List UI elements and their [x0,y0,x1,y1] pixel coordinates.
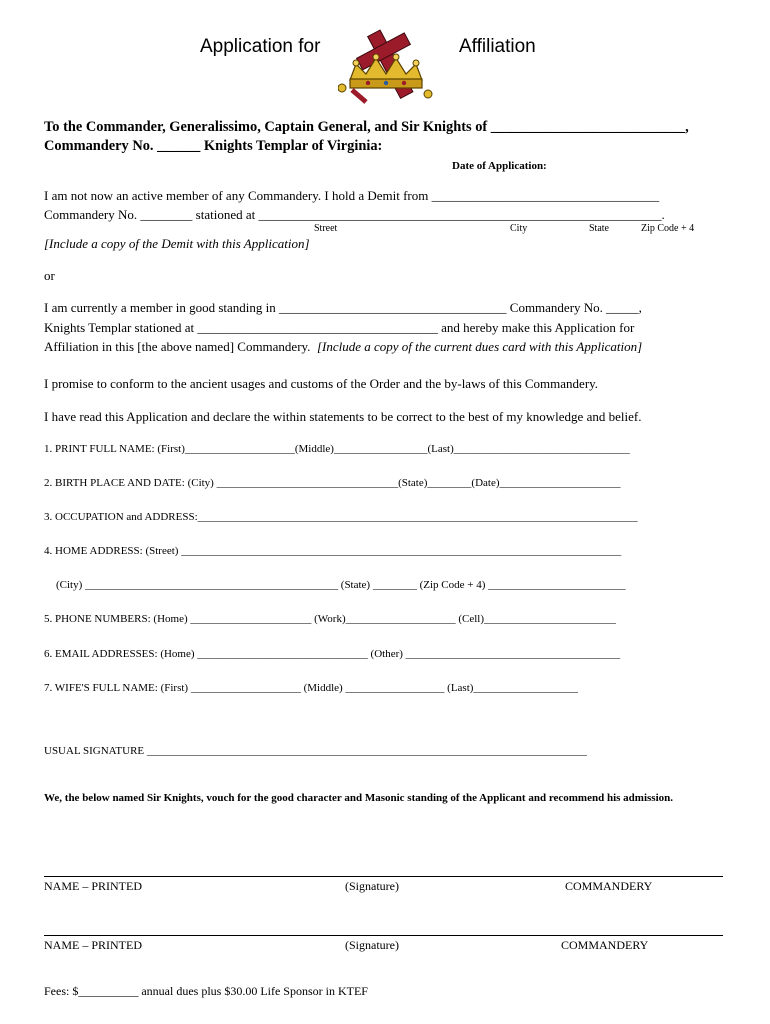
city-sublabel: City [510,223,528,234]
title-left: Application for [200,36,321,57]
promise-text: I promise to conform to the ancient usages and customs of the Order and the by-laws of this Commandery. [44,376,599,391]
voucher-1-name-label: NAME – PRINTED [44,879,142,893]
field-full-name[interactable]: 1. PRINT FULL NAME: (First)____________________(Middle)_________________(Last)________________________________ [44,443,630,455]
voucher-1-line[interactable] [44,876,723,877]
demit-note: [Include a copy of the Demit with this Application] [44,236,310,251]
member-line-1: I am currently a member in good standing in ___________________________________ Commandery No. _____, [44,300,642,315]
voucher-2-commandery-label: COMMANDERY [561,938,649,952]
demit-line-2: Commandery No. ________ stationed at ______________________________________________________________. [44,207,665,222]
usual-signature-field[interactable]: USUAL SIGNATURE ________________________________________________________________________________ [44,745,587,757]
voucher-2-line[interactable] [44,935,723,936]
voucher-1-commandery-label: COMMANDERY [565,879,653,893]
voucher-2-signature-label: (Signature) [345,938,399,952]
field-occupation-address[interactable]: 3. OCCUPATION and ADDRESS:________________________________________________________________________________ [44,511,638,523]
vouch-statement: We, the below named Sir Knights, vouch for the good character and Masonic standing of the Applicant and recommend his admission. [44,792,673,804]
field-wife-name[interactable]: 7. WIFE'S FULL NAME: (First) ____________________ (Middle) __________________ (Last)___________________ [44,682,578,694]
field-email-addresses[interactable]: 6. EMAIL ADDRESSES: (Home) _______________________________ (Other) _______________________________________ [44,648,621,660]
salutation-line-2: Commandery No. ______ Knights Templar of Virginia: [44,138,383,154]
field-birth-place-date[interactable]: 2. BIRTH PLACE AND DATE: (City) _________________________________(State)________(Date)______________________ [44,477,621,489]
demit-line-1: I am not now an active member of any Commandery. I hold a Demit from ___________________________________ [44,188,660,203]
state-sublabel: State [589,223,609,234]
field-home-address-street[interactable]: 4. HOME ADDRESS: (Street) ________________________________________________________________________________ [44,545,622,557]
street-sublabel: Street [314,223,338,234]
member-line-2: Knights Templar stationed at _____________________________________ and hereby make this Application for [44,320,635,335]
member-line-3-plain: Affiliation in this [the above named] Commandery. [44,339,317,354]
field-home-address-city[interactable]: (City) ______________________________________________ (State) ________ (Zip Code + 4) _________________________ [56,579,626,591]
zip-sublabel: Zip Code + 4 [641,223,695,234]
salutation-line-1: To the Commander, Generalissimo, Captain General, and Sir Knights of ___________________________, [44,119,689,135]
crown-and-cross-icon [338,28,434,106]
field-phone-numbers[interactable]: 5. PHONE NUMBERS: (Home) ______________________ (Work)____________________ (Cell)________________________ [44,613,617,625]
title-right: Affiliation [459,36,536,57]
or-text: or [44,268,55,283]
dues-card-note: [Include a copy of the current dues card with this Application] [316,339,643,354]
voucher-2-name-label: NAME – PRINTED [44,938,142,952]
voucher-1-signature-label: (Signature) [345,879,399,893]
fees-text[interactable]: Fees: $__________ annual dues plus $30.00 Life Sponsor in KTEF [44,984,368,998]
declaration-text: I have read this Application and declare the within statements to be correct to the best of my knowledge and belief. [44,409,642,424]
date-of-application-label: Date of Application: [452,160,547,172]
member-line-3 [44,339,642,355]
